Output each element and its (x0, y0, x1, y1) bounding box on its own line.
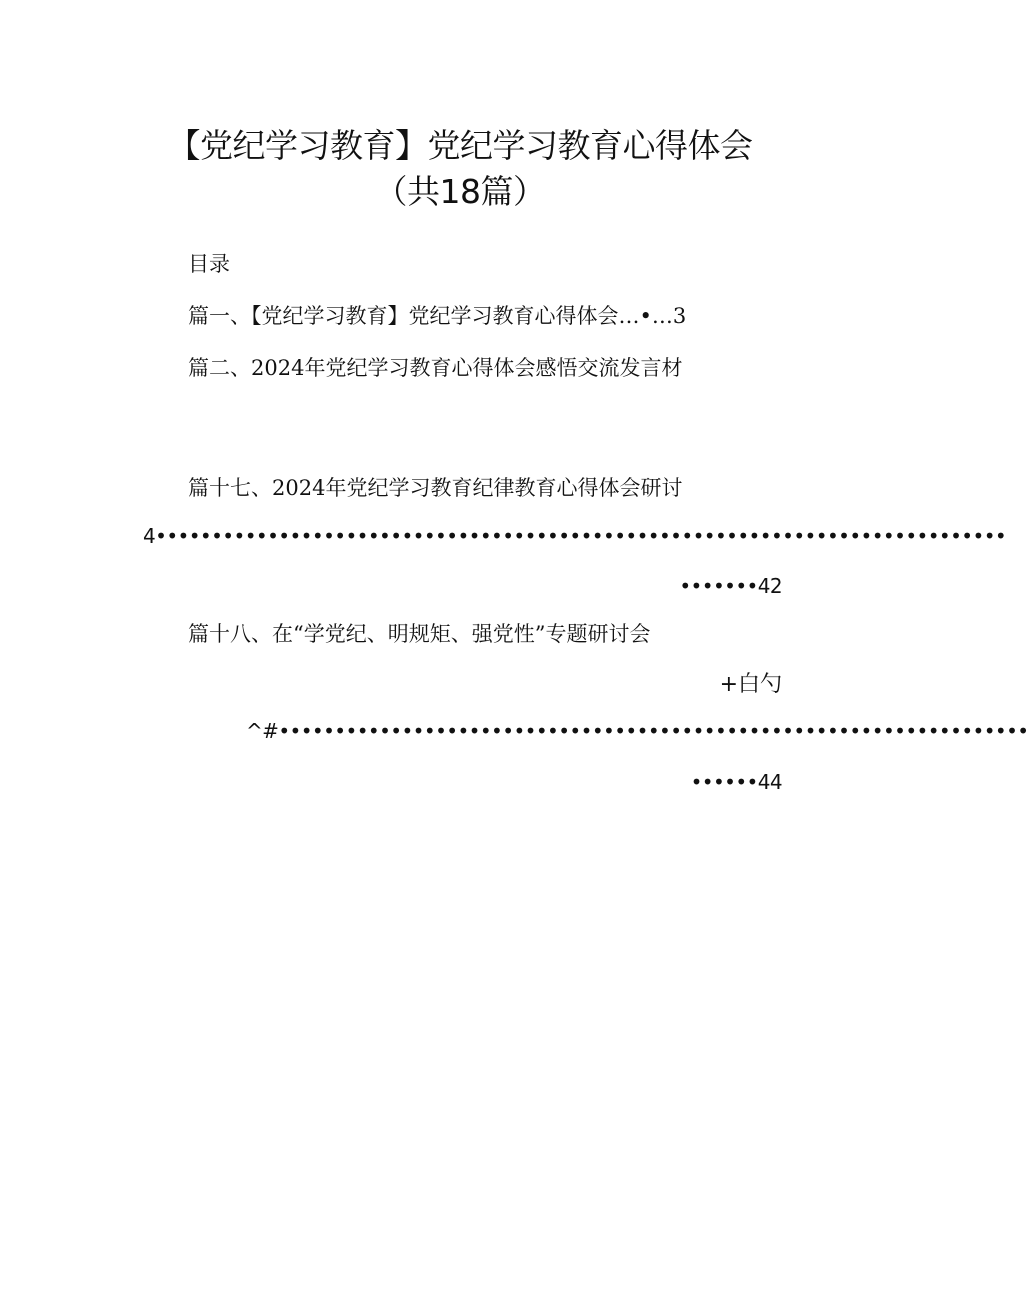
toc-entry-2: 篇二、2024年党纪学习教育心得体会感悟交流发言材 (188, 356, 683, 380)
toc-entry-17-page: •••••••42 (679, 574, 782, 598)
toc-entry-17-leader: 4•••••••••••••••••••••••••••••••••••••••••••••••••••••••••••••••••••••••••••• (143, 524, 1007, 548)
toc-entry-18-page: ••••••44 (690, 770, 782, 794)
toc-entry-18: 篇十八、在“学党纪、明规矩、强党性”专题研讨会 (188, 622, 651, 646)
document-title-line-2: （共18篇） (374, 172, 546, 211)
document-title-line-1: 【党纪学习教育】党纪学习教育心得体会 (167, 126, 753, 165)
toc-entry-18-leader: ^#••••••••••••••••••••••••••••••••••••••••••••••••••••••••••••••••••• (246, 719, 1029, 743)
toc-heading: 目录 (188, 252, 230, 276)
toc-entry-17: 篇十七、2024年党纪学习教育纪律教育心得体会研讨 (188, 476, 683, 500)
toc-entry-18-continuation: +白勺 (719, 672, 782, 697)
toc-entry-1: 篇一、【党纪学习教育】党纪学习教育心得体会…•…3 (188, 304, 687, 328)
